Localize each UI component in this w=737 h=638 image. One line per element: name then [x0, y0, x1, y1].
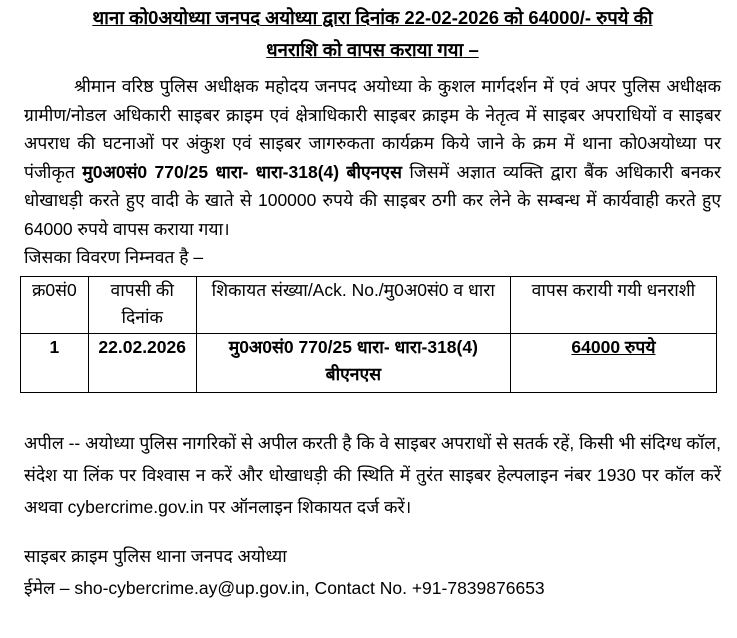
- table-header-row: [21, 276, 717, 333]
- document-title: [24, 0, 721, 66]
- station-name: साइबर क्राइम पुलिस थाना जनपद अयोध्या: [24, 546, 287, 566]
- contact-info: ईमेल – sho-cybercrime.ay@up.gov.in, Contact No. +91-7839876653: [24, 578, 545, 598]
- cell-date: 22.02.2026: [88, 333, 196, 392]
- details-lead: जिसका विवरण निम्नवत है –: [24, 247, 204, 267]
- details-table: [20, 276, 717, 393]
- header-date: वापसी की दिनांक: [88, 276, 196, 333]
- appeal-text: अपील -- अयोध्या पुलिस नागरिकों से अपील करती है कि वे साइबर अपराधों से सतर्क रहें, किसी भी संदिग्ध कॉल, संदेश या लिंक पर विश्वास न करें और धोखाधड़ी की स्थिति में तुरंत साइबर हेल्पलाइन नंबर 1930 पर कॉल करें अथवा cybercrime.gov.in पर ऑनलाइन शिकायत दर्ज करें।: [24, 432, 721, 517]
- title-dash: –: [463, 39, 479, 60]
- amount-value: 64000 रुपये: [571, 336, 656, 357]
- cell-amount: [510, 333, 716, 392]
- table-row: [21, 333, 717, 392]
- title-line-1: थाना को0अयोध्या जनपद अयोध्या द्वारा दिनांक 22-02-2026 को 64000/- रुपये की: [92, 7, 653, 28]
- header-sno: क्र0सं0: [21, 276, 89, 333]
- case-number-bold: मु0अ0सं0 770/25 धारा- धारा-318(4) बीएनएस: [82, 161, 402, 182]
- cell-sno: 1: [21, 333, 89, 392]
- body-text-part-2: जिसमें अज्ञात व्यक्ति द्वारा बैंक अधिकारी बनकर धोखाधड़ी करते हुए वादी के खाते से 100000 रुपये की साइबर ठगी कर लेने के सम्बन्ध में कार्यवाही करते हुए 64000 रुपये वापस कराया गया।: [24, 161, 722, 239]
- header-amount: वापस करायी गयी धनराशी: [510, 276, 716, 333]
- body-text-part-1: श्रीमान वरिष्ठ पुलिस अधीक्षक महोदय जनपद अयोध्या के कुशल मार्गदर्शन में एवं अपर पुलिस अधीक्षक ग्रामीण/नोडल अधिकारी साइबर क्राइम एवं क्षेत्राधिकारी साइबर क्राइम के नेतृत्व में साइबर अपराधियों व साइबर अपराध की घटनाओं पर अंकुश एवं साइबर जागरुकता कार्यक्रम किये जाने के क्रम में थाना को0अयोध्या पर पंजीकृत: [24, 76, 721, 182]
- cell-case: मु0अ0सं0 770/25 धारा- धारा-318(4) बीएनएस: [196, 333, 510, 392]
- body-paragraph: [24, 72, 721, 243]
- header-case: शिकायत संख्या/Ack. No./मु0अ0सं0 व धारा: [196, 276, 510, 333]
- title-line-2: धनराशि को वापस कराया गया: [266, 39, 464, 60]
